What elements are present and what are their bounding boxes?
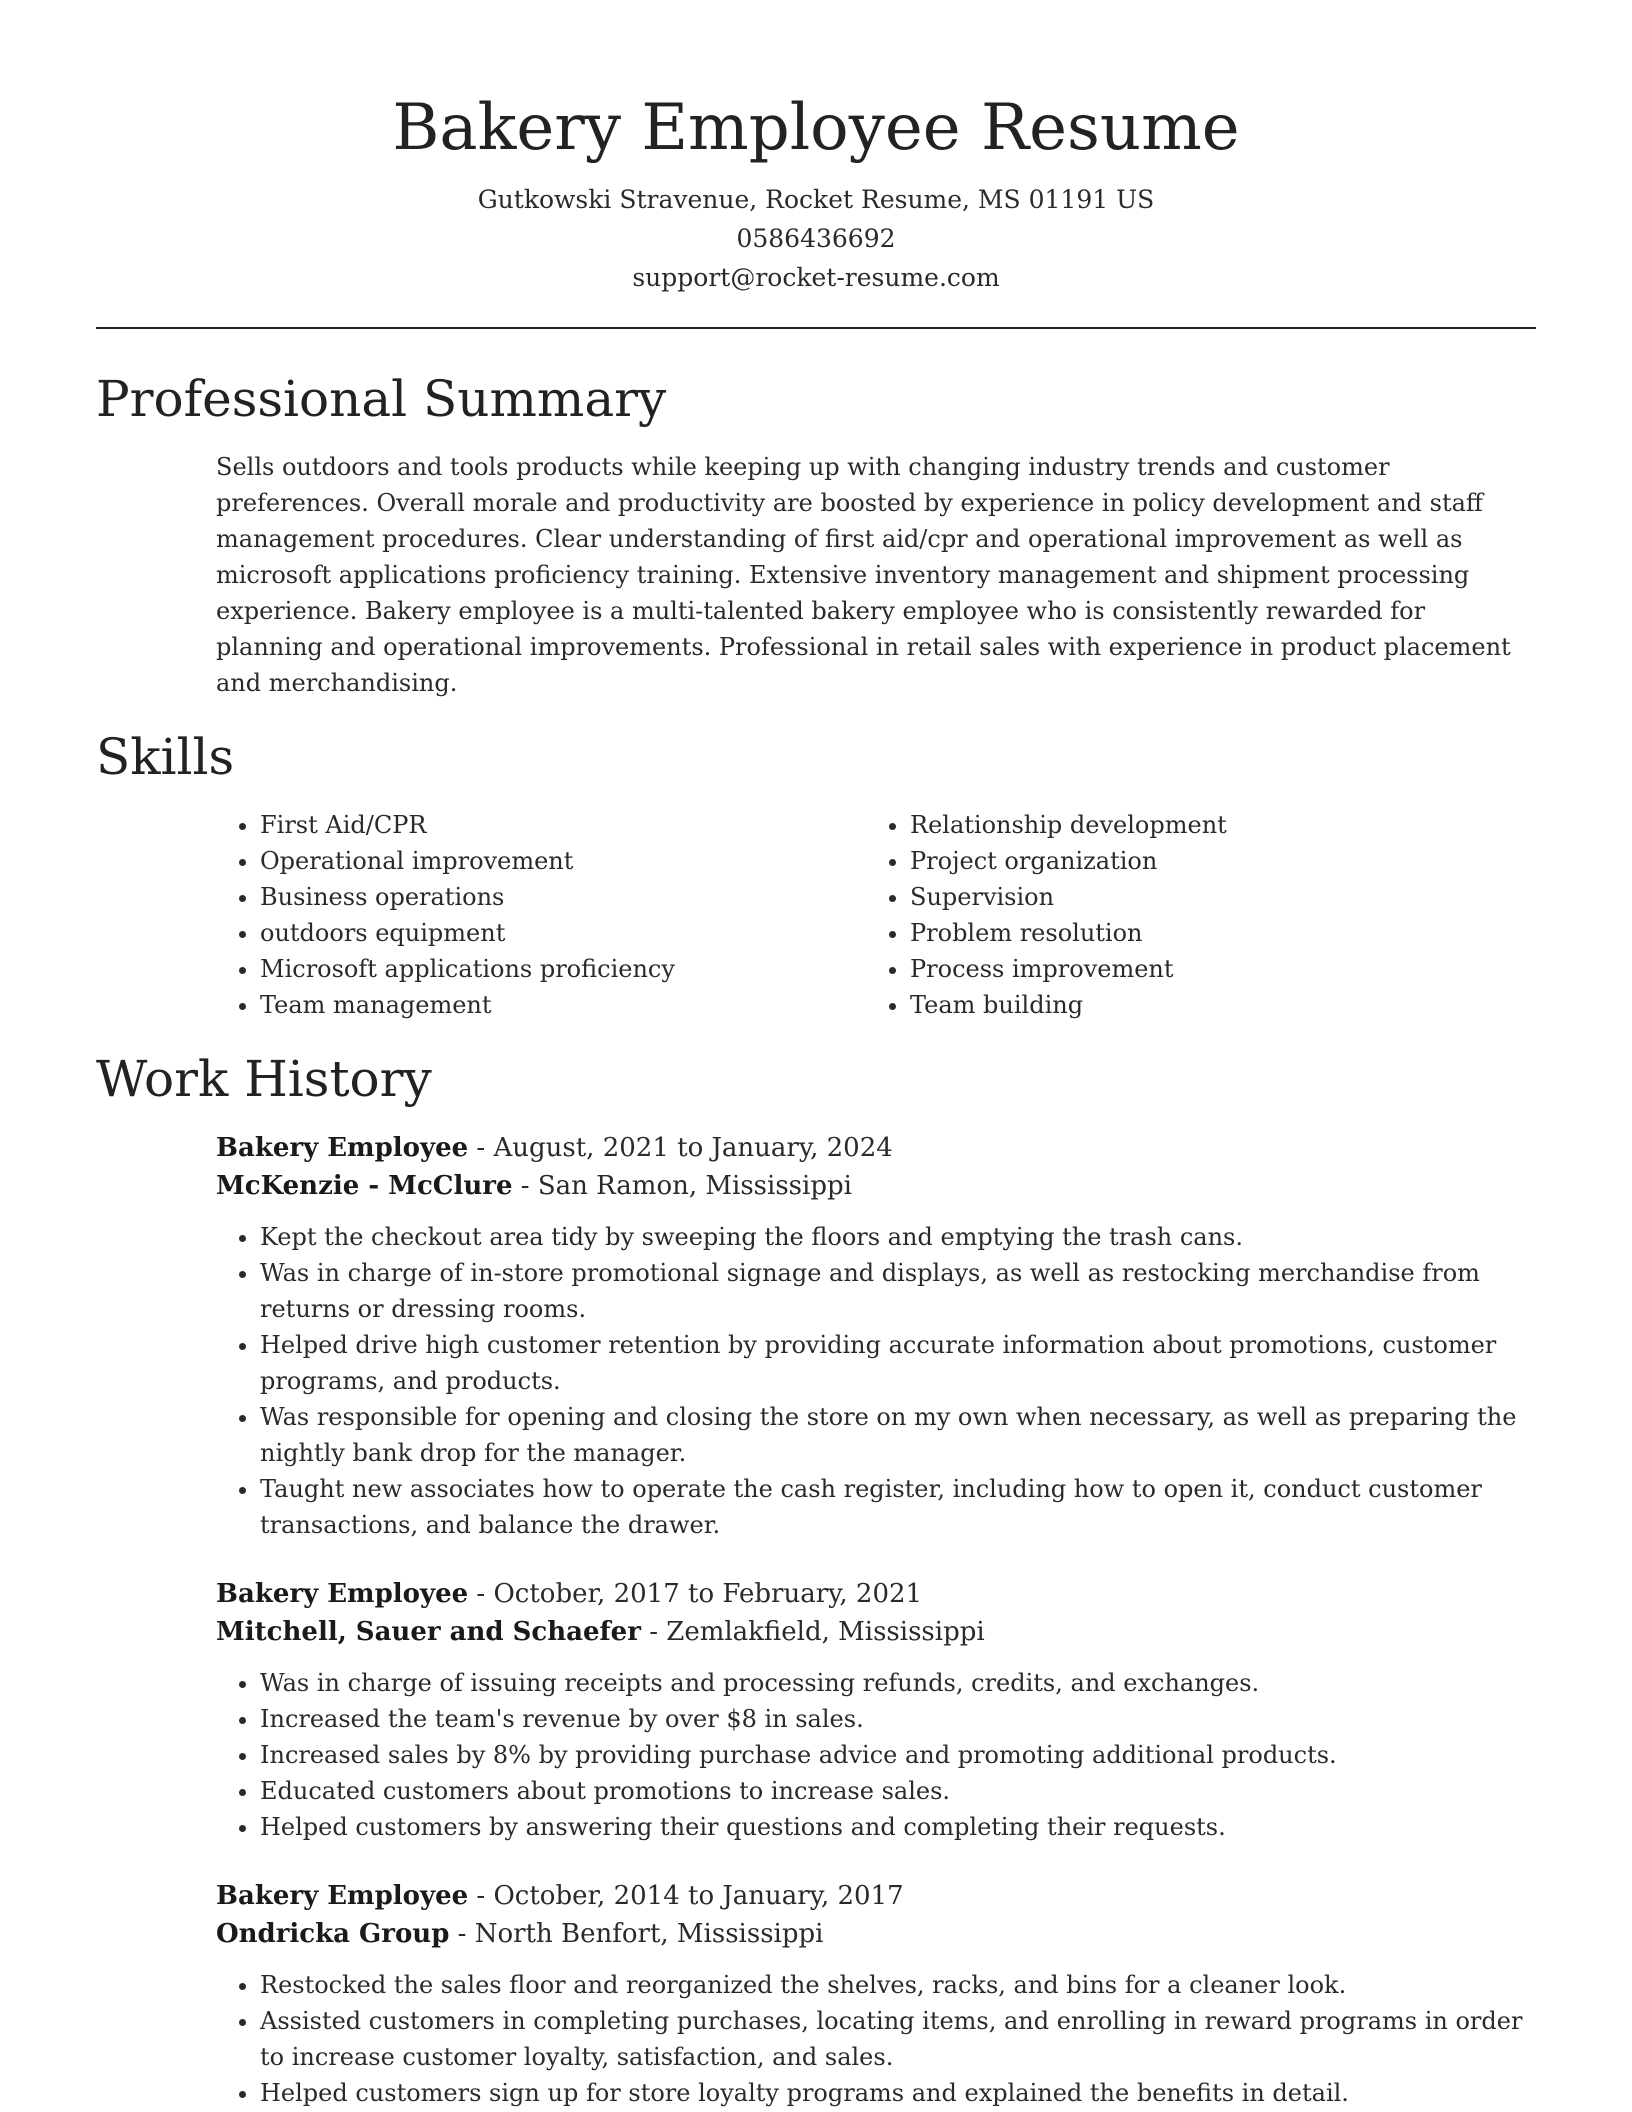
skill-item: • Microsoft applications proficiency [260,951,866,987]
job-entry [216,1129,1536,1543]
contact-email: support@rocket-resume.com [632,263,1000,292]
job-bullet: • Was in charge of issuing receipts and processing refunds, credits, and exchanges. [260,1665,1536,1701]
contact-info [96,180,1536,297]
job-bullet: • Helped drive high customer retention by providing accurate information about promotions, customer programs, and products. [260,1327,1536,1399]
job-role: Bakery Employee [216,1133,469,1163]
skill-item: • Process improvement [910,951,1516,987]
job-dates: - October, 2017 to February, 2021 [468,1579,923,1609]
summary-section [96,367,1536,701]
work-history-section [96,1047,1536,2111]
job-bullet: • Helped customers sign up for store loyalty programs and explained the benefits in detail. [260,2075,1536,2111]
job-bullets [216,1967,1536,2111]
job-location: - North Benfort, Mississippi [449,1919,824,1949]
skill-item: • Team management [260,987,866,1023]
job-company-line [216,1167,1536,1205]
job-dates: - October, 2014 to January, 2017 [468,1881,904,1911]
contact-phone: 0586436692 [736,224,896,253]
job-bullets [216,1665,1536,1845]
resume-header [96,0,1536,297]
skills-section [96,725,1536,1023]
skills-column-left [216,807,866,1023]
job-role: Bakery Employee [216,1881,469,1911]
job-title-line [216,1129,1536,1167]
job-location: - Zemlakfield, Mississippi [640,1617,985,1647]
job-entry [216,1575,1536,1845]
job-bullet: • Restocked the sales floor and reorganized the shelves, racks, and bins for a cleaner look. [260,1967,1536,2003]
job-entry [216,1877,1536,2111]
job-role: Bakery Employee [216,1579,469,1609]
work-history-heading: Work History [96,1050,432,1108]
job-bullet: • Educated customers about promotions to increase sales. [260,1773,1536,1809]
skill-item: • Project organization [910,843,1516,879]
skill-item: • outdoors equipment [260,915,866,951]
summary-text: Sells outdoors and tools products while keeping up with changing industry trends and customer preferences. Overall morale and productivity are boosted by experience in policy development and staff management procedures. Clear understanding of first aid/cpr and operational improvement as well as microsoft applications proficiency training. Extensive inventory management and shipment processing experience. Bakery employee is a multi-talented bakery employee who is consistently rewarded for planning and operational improvements. Professional in retail sales with experience in product placement and merchandising. [216,453,1511,697]
job-bullet: • Increased the team's revenue by over $8 in sales. [260,1701,1536,1737]
job-title-line [216,1575,1536,1613]
job-bullet: • Increased sales by 8% by providing purchase advice and promoting additional products. [260,1737,1536,1773]
job-company: Ondricka Group [216,1919,450,1949]
skill-item: • Operational improvement [260,843,866,879]
job-bullet: • Was in charge of in-store promotional signage and displays, as well as restocking merchandise from returns or dressing rooms. [260,1255,1536,1327]
summary-heading: Professional Summary [96,370,667,428]
header-divider [96,327,1536,329]
resume-page [96,0,1536,2111]
job-dates: - August, 2021 to January, 2024 [468,1133,893,1163]
skill-item: • Problem resolution [910,915,1516,951]
resume-title: Bakery Employee Resume [392,91,1240,165]
job-company-line [216,1915,1536,1953]
job-title-line [216,1877,1536,1915]
job-bullet: • Taught new associates how to operate the cash register, including how to open it, conduct customer transactions, and balance the drawer. [260,1471,1536,1543]
skill-item: • First Aid/CPR [260,807,866,843]
job-bullet: • Was responsible for opening and closing the store on my own when necessary, as well as preparing the nightly bank drop for the manager. [260,1399,1536,1471]
job-company-line [216,1613,1536,1651]
job-bullet: • Assisted customers in completing purchases, locating items, and enrolling in reward programs in order to increase customer loyalty, satisfaction, and sales. [260,2003,1536,2075]
job-location: - San Ramon, Mississippi [512,1171,852,1201]
skill-item: • Business operations [260,879,866,915]
job-bullet: • Kept the checkout area tidy by sweeping the floors and emptying the trash cans. [260,1219,1536,1255]
skills-column-right [866,807,1516,1023]
skill-item: • Supervision [910,879,1516,915]
skill-item: • Relationship development [910,807,1516,843]
skills-heading: Skills [96,728,235,786]
job-bullet: • Helped customers by answering their questions and completing their requests. [260,1809,1536,1845]
job-company: Mitchell, Sauer and Schaefer [216,1617,641,1647]
skill-item: • Team building [910,987,1516,1023]
skills-grid [216,807,1536,1023]
job-bullets [216,1219,1536,1543]
contact-address: Gutkowski Stravenue, Rocket Resume, MS 01191 US [477,185,1155,214]
job-company: McKenzie - McClure [216,1171,513,1201]
